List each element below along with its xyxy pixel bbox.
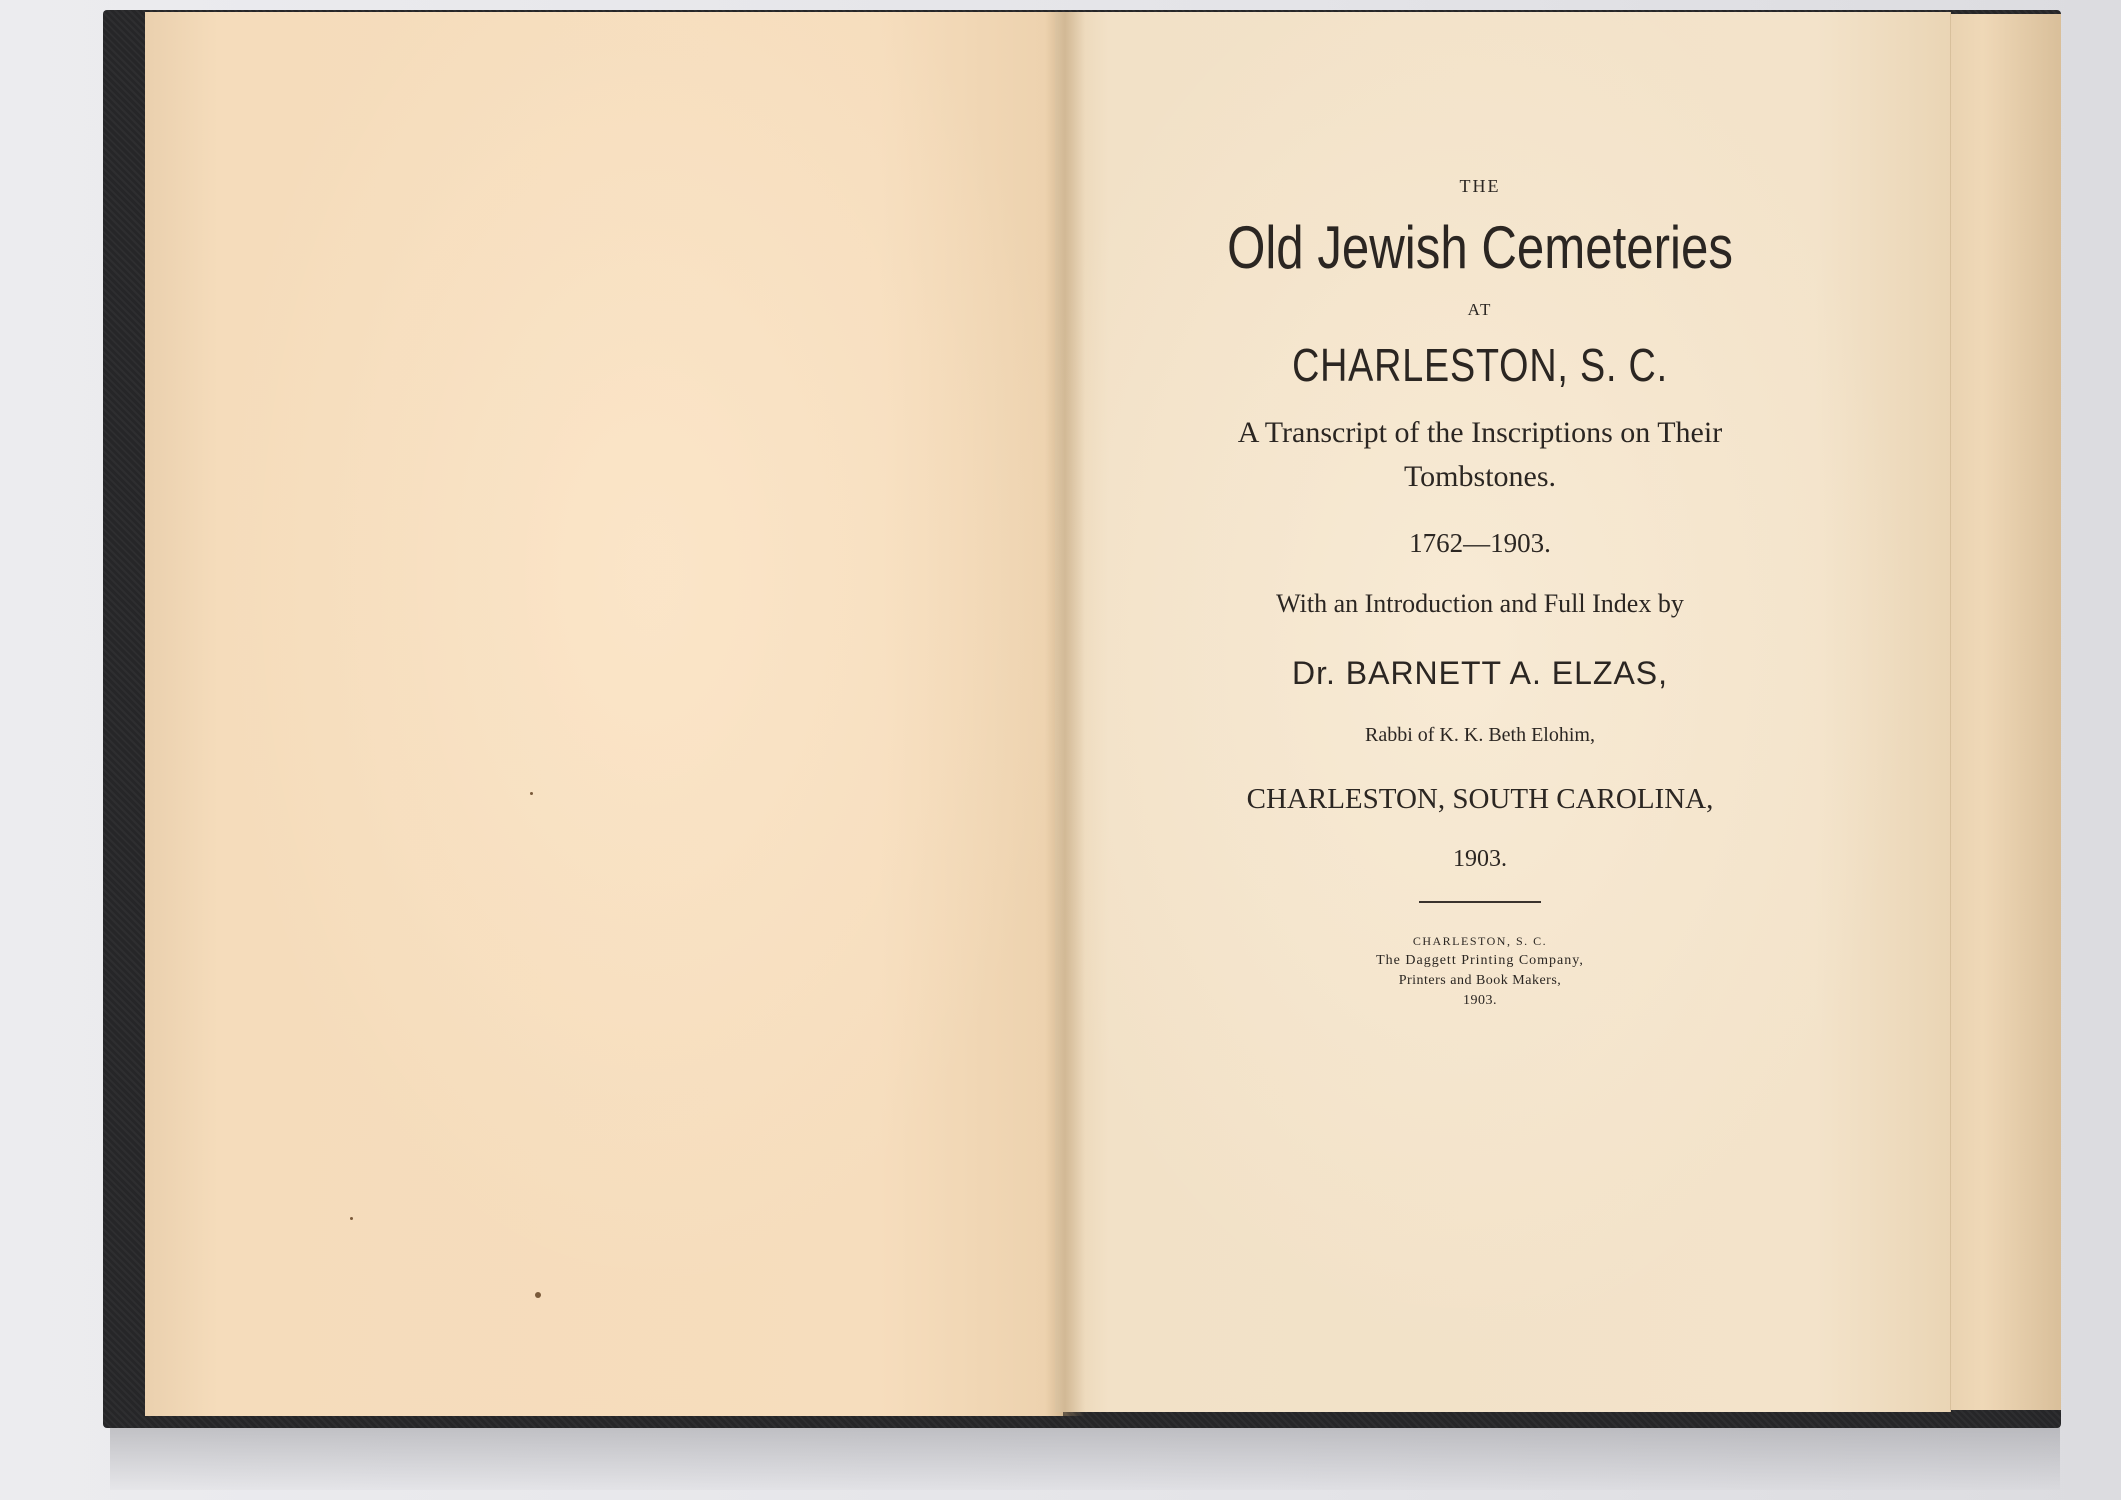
paper-speck — [350, 1217, 353, 1220]
intro-line: With an Introduction and Full Index by — [1276, 589, 1684, 618]
author-title: Rabbi of K. K. Beth Elohim, — [1365, 724, 1595, 746]
title-the: THE — [1459, 176, 1501, 196]
imprint-trade: Printers and Book Makers, — [1398, 973, 1562, 988]
book-gutter — [1045, 12, 1085, 1416]
printer-imprint — [1120, 931, 1840, 1011]
title-location: CHARLESTON, S. C. — [1292, 339, 1668, 391]
title-block — [1120, 140, 1840, 1011]
paper-speck — [535, 1292, 541, 1298]
years-range: 1762—1903. — [1409, 528, 1551, 558]
author-name: Dr. BARNETT A. ELZAS, — [1291, 655, 1669, 691]
publication-year: 1903. — [1453, 846, 1507, 872]
main-title: Old Jewish Cemeteries — [1227, 214, 1733, 281]
title-at: AT — [1467, 300, 1493, 319]
left-blank-page — [145, 12, 1063, 1416]
divider-rule — [1419, 901, 1541, 903]
subtitle-line-2: Tombstones. — [1403, 460, 1557, 493]
subtitle-line-1: A Transcript of the Inscriptions on Their — [1237, 416, 1723, 449]
paper-speck — [530, 792, 533, 795]
book-shadow — [110, 1420, 2060, 1490]
imprint-city: CHARLESTON, S. C. — [1412, 934, 1548, 948]
imprint-printer: The Daggett Printing Company, — [1376, 953, 1584, 968]
imprint-year: 1903. — [1463, 993, 1497, 1008]
publication-place: CHARLESTON, SOUTH CAROLINA, — [1246, 783, 1714, 815]
